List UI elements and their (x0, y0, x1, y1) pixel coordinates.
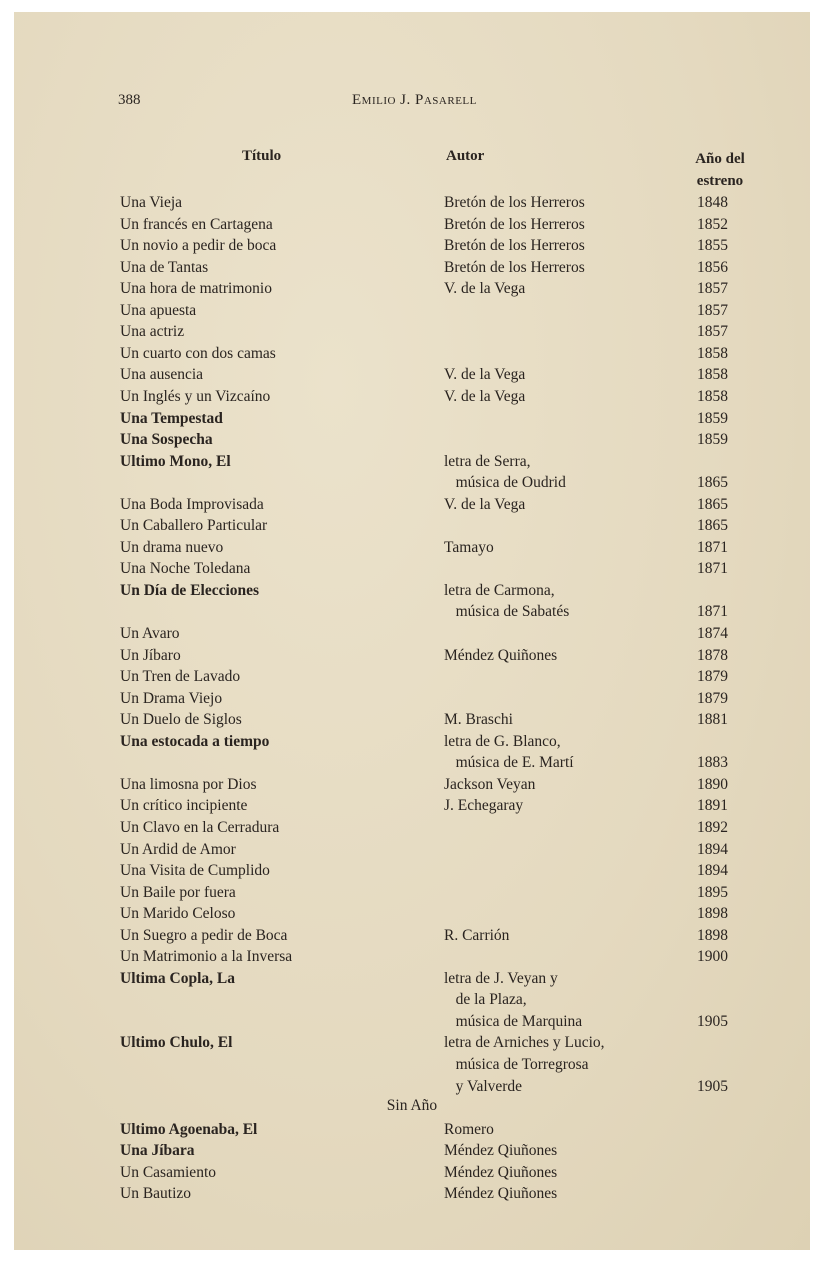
list-item (14, 558, 810, 580)
page-header (118, 92, 718, 116)
play-title: Una Boda Improvisada (120, 495, 264, 513)
premiere-year: 1855 (697, 237, 728, 255)
play-title: Un novio a pedir de boca (120, 237, 277, 255)
premiere-year: 1905 (697, 1077, 728, 1095)
list-item (14, 688, 810, 710)
play-title: Una Tempestad (120, 409, 223, 427)
list-item (14, 903, 810, 925)
play-author: V. de la Vega (444, 366, 526, 384)
premiere-year: 1852 (697, 215, 728, 233)
premiere-year: 1878 (697, 646, 728, 664)
play-title: Una Jíbara (120, 1142, 195, 1160)
play-title: Ultima Copla, La (120, 969, 235, 987)
play-title: Un Drama Viejo (120, 689, 223, 707)
play-author: J. Echegaray (444, 797, 524, 815)
play-title: Una hora de matrimonio (120, 280, 272, 298)
premiere-year: 1865 (697, 474, 728, 492)
column-header-year-line2: estreno (696, 173, 744, 189)
list-item (14, 386, 810, 408)
column-header-title: Título (242, 148, 282, 164)
premiere-year: 1879 (697, 689, 728, 707)
list-item (14, 343, 810, 365)
column-header-year-line1: Año del (695, 151, 745, 167)
play-author: Bretón de los Herreros (444, 237, 585, 255)
play-author: Méndez Quiñones (444, 646, 558, 664)
premiere-year: 1891 (697, 797, 728, 815)
premiere-year: 1898 (697, 926, 728, 944)
premiere-year: 1900 (697, 948, 728, 966)
play-title: Un Día de Elecciones (120, 581, 260, 599)
list-item (14, 1032, 810, 1097)
play-title: Un crítico incipiente (120, 797, 248, 815)
premiere-year: 1858 (697, 366, 728, 384)
premiere-year: 1879 (697, 668, 728, 686)
play-title: Una limosna por Dios (120, 775, 257, 793)
play-author: V. de la Vega (444, 387, 526, 405)
play-title: Un Avaro (120, 625, 180, 642)
list-item (14, 817, 810, 839)
play-author: Méndez Qiuñones (444, 1185, 558, 1203)
list-item (14, 839, 810, 861)
list-item (14, 257, 810, 279)
premiere-year: 1848 (697, 194, 728, 211)
play-title: Ultimo Agoenaba, El (120, 1120, 258, 1138)
play-title: Un Matrimonio a la Inversa (120, 948, 293, 966)
play-author: M. Braschi (444, 711, 513, 729)
premiere-year: 1894 (697, 862, 728, 880)
play-author: letra de J. Veyan y de la Plaza, música de Marquina (444, 969, 583, 1030)
list-item (14, 1119, 810, 1141)
list-item (14, 235, 810, 257)
play-author: Jackson Veyan (444, 775, 536, 793)
list-item (14, 1183, 810, 1205)
list-item (14, 645, 810, 667)
play-title: Ultimo Chulo, El (120, 1034, 233, 1052)
list-item (14, 731, 810, 774)
premiere-year: 1892 (697, 818, 728, 836)
play-title: Un Caballero Particular (120, 517, 268, 535)
play-title: Una Vieja (120, 194, 183, 211)
list-item (14, 795, 810, 817)
play-author: Tamayo (444, 538, 494, 556)
premiere-year: 1895 (697, 883, 728, 901)
premiere-year: 1894 (697, 840, 728, 858)
list-item (14, 666, 810, 688)
play-title: Una apuesta (120, 301, 197, 319)
play-author: Bretón de los Herreros (444, 215, 585, 233)
list-item (14, 623, 810, 645)
play-title: Una estocada a tiempo (120, 732, 270, 750)
page-number: 388 (118, 92, 141, 108)
list-item (14, 968, 810, 1033)
premiere-year: 1905 (697, 1012, 728, 1030)
list-item (14, 364, 810, 386)
list-item (14, 408, 810, 430)
list-item (14, 494, 810, 516)
play-title: Un drama nuevo (120, 538, 224, 556)
play-title: Una Visita de Cumplido (120, 862, 270, 880)
list-item (14, 709, 810, 731)
play-author: letra de Serra, música de Oudrid (444, 452, 566, 492)
play-title: Un Suegro a pedir de Boca (120, 926, 288, 944)
play-title: Un francés en Cartagena (120, 215, 273, 233)
premiere-year: 1890 (697, 775, 728, 793)
play-title: Un Marido Celoso (120, 905, 236, 923)
column-header-author: Autor (446, 148, 485, 164)
play-author: Méndez Qiuñones (444, 1163, 558, 1181)
premiere-year: 1859 (697, 409, 728, 427)
list-item (14, 925, 810, 947)
list-item (14, 214, 810, 236)
premiere-year: 1857 (697, 280, 728, 298)
premiere-year: 1871 (697, 538, 728, 556)
play-author: V. de la Vega (444, 280, 526, 298)
premiere-year: 1859 (697, 431, 728, 449)
column-header-year (680, 148, 760, 192)
list-item (14, 429, 810, 451)
play-title: Una Noche Toledana (120, 560, 251, 578)
premiere-year: 1858 (697, 344, 728, 362)
premiere-year: 1883 (697, 754, 728, 772)
play-author: letra de Carmona, música de Sabatés (444, 581, 570, 621)
list-item (14, 1140, 810, 1162)
play-title: Una actriz (120, 323, 185, 341)
play-title: Una de Tantas (120, 258, 209, 276)
list-item (14, 946, 810, 968)
play-title: Un Casamiento (120, 1163, 216, 1181)
play-title: Una ausencia (120, 366, 204, 384)
list-item (14, 774, 810, 796)
list-item (14, 321, 810, 343)
play-author: V. de la Vega (444, 495, 526, 513)
play-title: Un Bautizo (120, 1185, 192, 1203)
play-title: Ultimo Mono, El (120, 452, 231, 470)
list-item (14, 580, 810, 623)
play-author: Romero (444, 1120, 494, 1138)
list-item (14, 515, 810, 537)
play-title: Un Tren de Lavado (120, 668, 241, 686)
book-page (14, 12, 810, 1250)
premiere-year: 1865 (697, 517, 728, 535)
premiere-year: 1865 (697, 495, 728, 513)
play-author: Méndez Qiuñones (444, 1142, 558, 1160)
play-author: letra de G. Blanco, música de E. Martí (444, 732, 574, 772)
list-item (14, 451, 810, 494)
play-title: Un Clavo en la Cerradura (120, 818, 280, 836)
play-title: Un Ardid de Amor (120, 840, 236, 858)
list-item (14, 1162, 810, 1184)
play-title: Un cuarto con dos camas (120, 344, 276, 362)
play-title: Un Inglés y un Vizcaíno (120, 387, 271, 405)
list-item (14, 278, 810, 300)
play-author: letra de Arniches y Lucio, música de Torregrosa y Valverde (444, 1034, 605, 1095)
running-title: Emilio J. Pasarell (352, 92, 477, 108)
list-item (14, 192, 810, 214)
list-item (14, 860, 810, 882)
list-item (14, 537, 810, 559)
list-item (14, 300, 810, 322)
premiere-year: 1857 (697, 323, 728, 341)
play-title: Un Duelo de Siglos (120, 711, 242, 729)
play-title: Un Baile por fuera (120, 883, 236, 901)
list-item (14, 882, 810, 904)
premiere-year: 1874 (697, 625, 728, 642)
play-author: Bretón de los Herreros (444, 258, 585, 276)
premiere-year: 1858 (697, 387, 728, 405)
play-title: Un Jíbaro (120, 646, 181, 664)
premiere-year: 1898 (697, 905, 728, 923)
premiere-year: 1857 (697, 301, 728, 319)
premiere-year: 1881 (697, 711, 728, 729)
play-title: Una Sospecha (120, 431, 213, 449)
premiere-year: 1871 (697, 603, 728, 621)
play-author: R. Carrión (444, 926, 510, 944)
premiere-year: 1871 (697, 560, 728, 578)
play-author: Bretón de los Herreros (444, 194, 585, 211)
premiere-year: 1856 (697, 258, 728, 276)
section-heading-undated: Sin Año (386, 1097, 438, 1115)
